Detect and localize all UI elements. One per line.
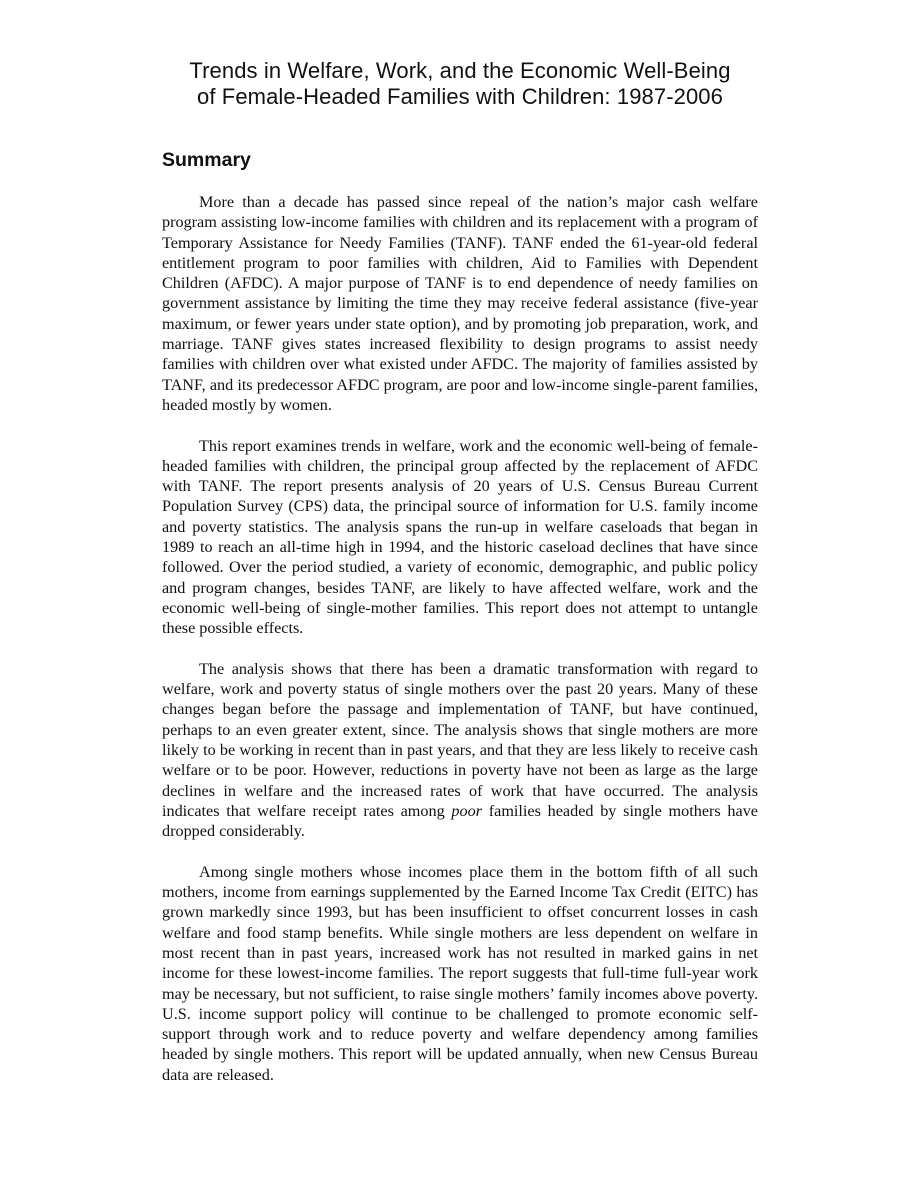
title-line-1: Trends in Welfare, Work, and the Economic Well-Being — [189, 58, 731, 83]
section-heading-summary: Summary — [162, 149, 251, 171]
paragraph-3-text-before: The analysis shows that there has been a dramatic transformation with regard to welfare, work and poverty status of single mothers over the past 20 years. Many of these changes began before the passage and implementation of TANF, but have continued, perhaps to an even greater extent, since. The analysis shows that single mothers are more likely to be working in recent than in past years, and that they are less likely to receive cash welfare or to be poor. However, reductions in poverty have not been as large as the large declines in welfare and the increased rates of work that have occurred. The analysis indicates that welfare receipt rates among — [162, 659, 758, 820]
paragraph-1: More than a decade has passed since repeal of the nation’s major cash welfare program assisting low-income families with children and its replacement with a program of Temporary Assistance for Needy Families (TANF). TANF ended the 61-year-old federal entitlement program to poor families with children, Aid to Families with Dependent Children (AFDC). A major purpose of TANF is to end dependence of needy families on government assistance by limiting the time they may receive federal assistance (five-year maximum, or fewer years under state option), and by promoting job preparation, work, and marriage. TANF gives states increased flexibility to design programs to assist needy families with children over what existed under AFDC. The majority of families assisted by TANF, and its predecessor AFDC program, are poor and low-income single-parent families, headed mostly by women. — [162, 193, 758, 414]
document-title — [162, 58, 758, 110]
paragraph-2: This report examines trends in welfare, work and the economic well-being of female-headed families with children, the principal group affected by the replacement of AFDC with TANF. The report presents analysis of 20 years of U.S. Census Bureau Current Population Survey (CPS) data, the principal source of information for U.S. family income and poverty statistics. The analysis spans the run-up in welfare caseloads that began in 1989 to reach an all-time high in 1994, and the historic caseload declines that have since followed. Over the period studied, a variety of economic, demographic, and public policy and program changes, besides TANF, are likely to have affected welfare, work and the economic well-being of single-mother families. This report does not attempt to untangle these possible effects. — [162, 436, 758, 638]
paragraph-3-emphasis: poor — [451, 801, 483, 820]
paragraph-3-text-after: families headed by single mothers have dropped considerably. — [162, 801, 758, 841]
summary-body — [162, 192, 758, 1105]
paragraph-4: Among single mothers whose incomes place them in the bottom fifth of all such mothers, income from earnings supplemented by the Earned Income Tax Credit (EITC) has grown markedly since 1993, but has been insufficient to offset concurrent losses in cash welfare and food stamp benefits. While single mothers are less dependent on welfare in most recent than in past years, increased work has not resulted in marked gains in net income for these lowest-income families. The report suggests that full-time full-year work may be necessary, but not sufficient, to raise single mothers’ family incomes above poverty. U.S. income support policy will continue to be challenged to promote economic self-support through work and to reduce poverty and welfare dependency among families headed by single mothers. This report will be updated annually, when new Census Bureau data are released. — [162, 862, 758, 1084]
paragraph-3 — [162, 659, 758, 842]
title-line-2: of Female-Headed Families with Children: 1987-2006 — [197, 84, 723, 109]
document-page — [162, 58, 758, 1084]
